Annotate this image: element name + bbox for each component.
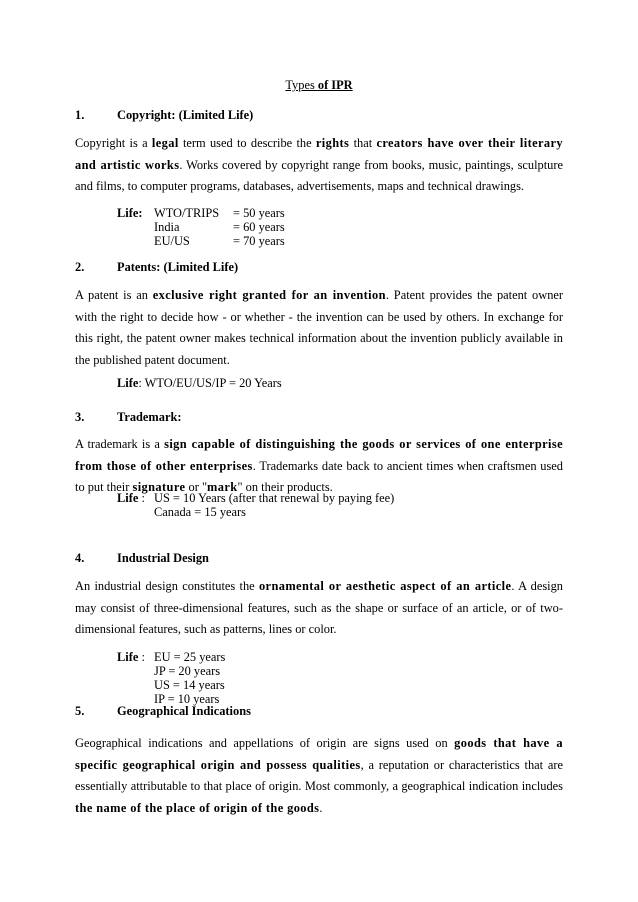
section-heading-copyright: [75, 108, 253, 123]
text-run: . Trademarks date back to ancient times when craftsmen used to put their: [75, 458, 563, 494]
text-run: , a reputation or characteristics that are essentially attributable to that place of origin. Most commonly, a geographical indication includes: [75, 757, 563, 793]
industrial-design-paragraph: [75, 576, 563, 641]
industrial-design-life-table: [117, 650, 225, 706]
life-value: = 60 years: [233, 220, 285, 234]
life-label: Life :: [117, 491, 145, 505]
bold-run: legal: [151, 136, 179, 150]
life-value: = 70 years: [233, 234, 285, 248]
life-label: Life:: [117, 206, 143, 220]
bold-run: exclusive right granted for an invention: [152, 288, 386, 302]
life-value: : WTO/EU/US/IP = 20 Years: [138, 376, 282, 390]
section-number: 2.: [75, 260, 85, 274]
bold-run: the name of the place of origin of the goods: [75, 800, 320, 815]
geographical-indications-paragraph: [75, 733, 563, 819]
life-key: WTO/TRIPS: [154, 206, 220, 220]
text-run: .: [319, 800, 323, 815]
text-run: or ": [185, 480, 208, 494]
text-run: Geographical indications and appellations of origin are signs used on: [75, 736, 455, 750]
patents-paragraph: [75, 285, 563, 371]
section-title: Trademark:: [117, 410, 182, 424]
section-title: Geographical Indications: [117, 704, 251, 718]
section-title: Patents: [117, 260, 157, 274]
text-run: . Patent provides the patent owner with the right to decide how - or whether - the invention can be used by others. In exchange for this right, the patent owner makes technical information about the invention publicly available in the published patent document.: [75, 288, 564, 367]
text-run: . Works covered by copyright range from books, music, paintings, sculpture and films, to computer programs, databases, advertisements, maps and technical drawings.: [75, 157, 563, 193]
text-run: " on their products.: [237, 480, 333, 494]
bold-run: signature: [132, 480, 186, 494]
bold-run: sign capable of distinguishing the goods or services of one enterprise from those of other enterprises: [75, 437, 564, 473]
life-key: India: [154, 220, 180, 234]
section-number: 1.: [75, 108, 85, 122]
copyright-paragraph: [75, 133, 563, 198]
text-run: A trademark is a: [75, 437, 165, 451]
life-value: US = 14 years: [154, 678, 225, 692]
life-value: Canada = 15 years: [154, 505, 246, 519]
life-value: US = 10 Years (after that renewal by paying fee): [154, 491, 395, 505]
section-number: 3.: [75, 410, 85, 424]
life-value: IP = 10 years: [154, 692, 220, 706]
life-key: EU/US: [154, 234, 190, 248]
section-number: 5.: [75, 704, 85, 718]
bold-run: creators have over their literary and artistic works: [75, 136, 564, 172]
page-title: [0, 78, 638, 93]
text-run: Copyright is a: [75, 136, 152, 150]
title-bold: of IPR: [317, 78, 353, 92]
title-prefix: Types: [285, 78, 318, 92]
section-heading-geographical-indications: [75, 704, 251, 719]
life-label: Life: [117, 376, 139, 390]
section-heading-patents: [75, 260, 238, 275]
text-run: term used to describe the: [178, 136, 316, 150]
life-value: EU = 25 years: [154, 650, 226, 664]
bold-run: rights: [315, 136, 350, 150]
copyright-life-table: [117, 206, 285, 248]
life-value: = 50 years: [233, 206, 285, 220]
life-label: Life :: [117, 650, 145, 664]
bold-run: goods that have a specific geographical origin and possess qualities: [75, 736, 563, 772]
life-value: JP = 20 years: [154, 664, 221, 678]
text-run: that: [349, 136, 377, 150]
section-heading-trademark: [75, 410, 181, 425]
text-run: . A design may consist of three-dimensional features, such as the shape or surface of an article, or of two-dimensional features, such as patterns, lines or color.: [75, 579, 563, 636]
patents-life-line: [117, 376, 282, 390]
section-number: 4.: [75, 551, 85, 565]
section-title: Industrial Design: [117, 551, 209, 565]
section-title-suffix: : (Limited Life): [156, 260, 239, 274]
section-title: Copyright: (Limited Life): [117, 108, 254, 122]
bold-run: ornamental or aesthetic aspect of an article: [258, 579, 512, 593]
trademark-life-table: [117, 491, 394, 519]
bold-run: mark: [207, 480, 238, 494]
trademark-paragraph: [75, 434, 563, 499]
text-run: A patent is an: [75, 288, 153, 302]
section-heading-industrial-design: [75, 551, 209, 566]
text-run: An industrial design constitutes the: [75, 579, 259, 593]
